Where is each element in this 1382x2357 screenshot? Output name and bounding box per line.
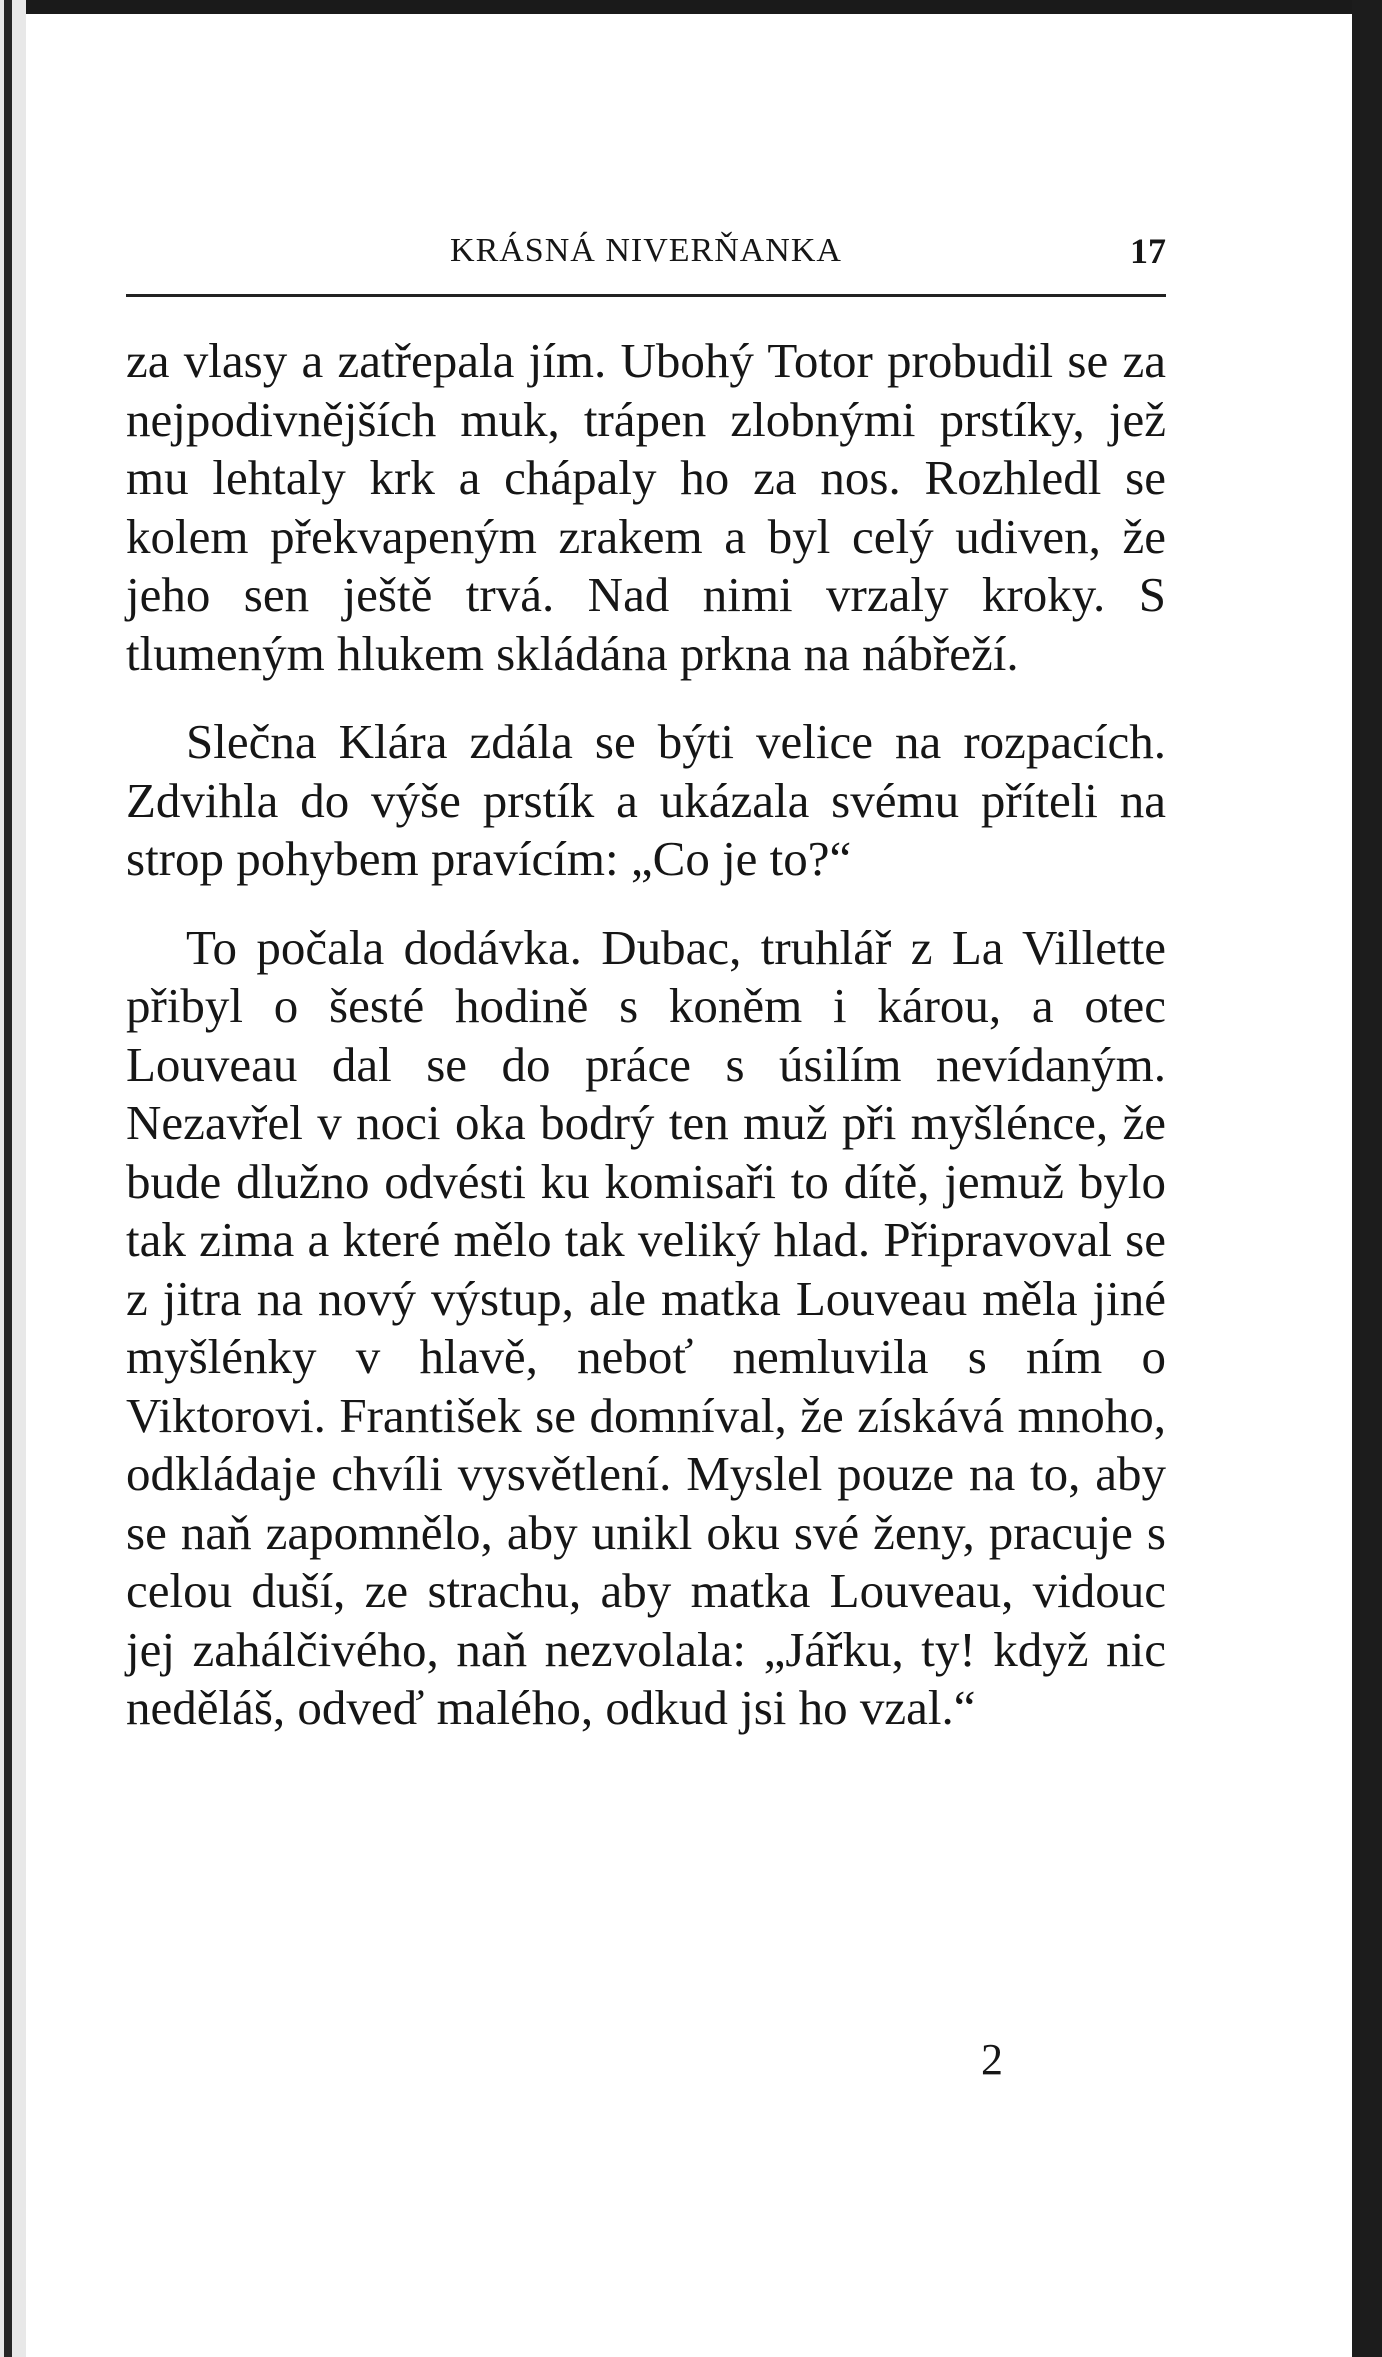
paragraph: za vlasy a zatřepala jím. Ubohý Totor probudil se za nejpodivnějších muk, trápen zlobnými prstíky, jež mu lehtaly krk a chápaly ho za nos. Rozhledl se kolem překvapeným zrakem a byl celý udiven, že jeho sen ještě trvá. Nad nimi vrzaly kroky. S tlumeným hlukem skládána prkna na nábřeží. [126, 333, 1166, 681]
signature-mark: 2 [981, 2035, 1003, 2084]
scan-edge-top [0, 0, 1382, 14]
scan-edge-left [0, 0, 26, 2357]
scan-edge-right [1352, 0, 1382, 2357]
running-head [126, 224, 1166, 297]
page-number: 17 [1130, 231, 1166, 271]
running-title: KRÁSNÁ NIVERŇANKA [450, 232, 842, 269]
body-text [126, 332, 1166, 1768]
paragraph: Slečna Klára zdála se býti velice na rozpacích. Zdvihla do výše prstík a ukázala svému příteli na strop pohybem pravícím: „Co je to?“ [126, 714, 1166, 886]
book-page [26, 14, 1352, 2357]
paragraph: To počala dodávka. Dubac, truhlář z La Villette přibyl o šesté hodině s koněm i károu, a otec Louveau dal se do práce s úsilím nevídaným. Nezavřel v noci oka bodrý ten muž při myšlénce, že bude dlužno odvésti ku komisaři to dítě, jemuž bylo tak zima a které mělo tak veliký hlad. Připravoval se z jitra na nový výstup, ale matka Louveau měla jiné myšlénky v hlavě, neboť nemluvila s ním o Viktorovi. František se domníval, že získává mnoho, odkládaje chvíli vysvětlení. Myslel pouze na to, aby se naň zapomnělo, aby unikl oku své ženy, pracuje s celou duší, ze strachu, aby matka Louveau, vidouc jej zahálčivého, naň nezvolala: „Jářku, ty! když nic neděláš, odveď malého, odkud jsi ho vzal.“ [126, 919, 1166, 1735]
